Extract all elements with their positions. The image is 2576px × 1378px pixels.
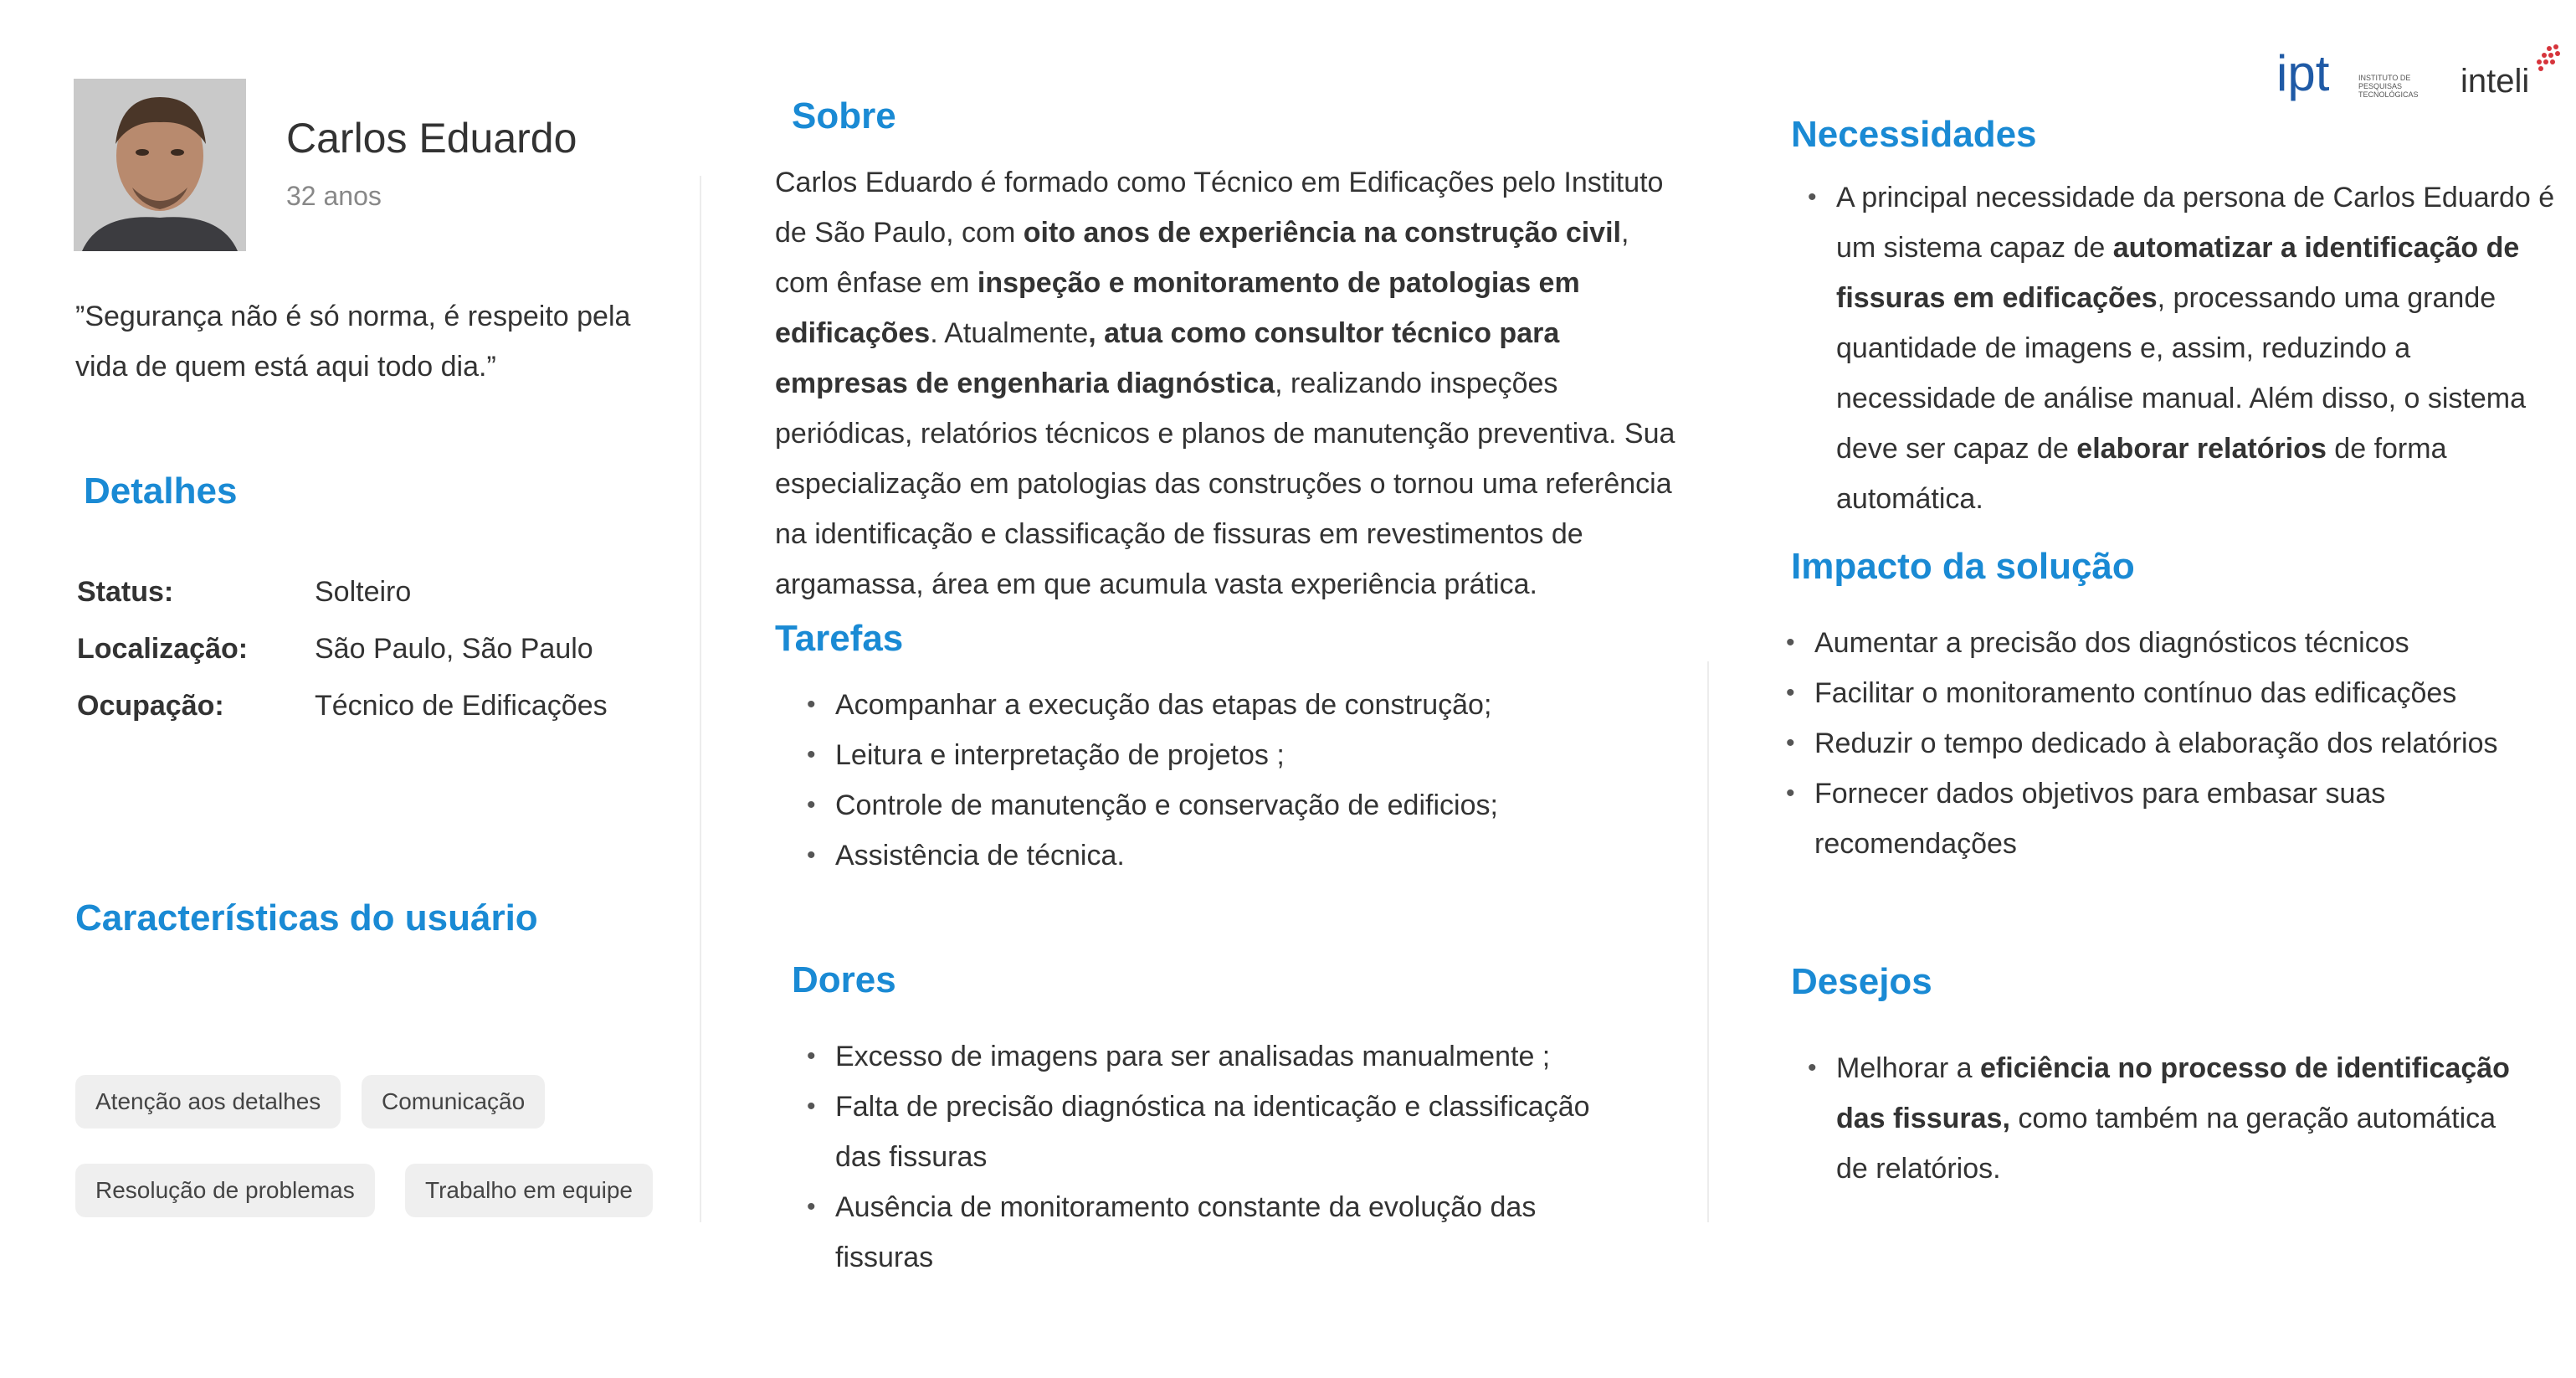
list-item: • Falta de precisão diagnóstica na identicação e classificação das fissuras [803,1082,1607,1182]
avatar [74,79,246,251]
persona-age: 32 anos [286,181,382,211]
needs-text-bold: elaborar relatórios [2076,433,2327,465]
details-value: Solteiro [315,576,412,608]
chip-communication: Comunicação [362,1075,545,1129]
tasks-list [803,680,1640,881]
details-heading: Detalhes [84,470,238,512]
list-item: • Excesso de imagens para ser analisadas manualmente ; [803,1031,1607,1082]
wishes-text-bold: eficiência no processo de identificação das fissuras, [1836,1052,2510,1134]
wishes-text-segment: Melhorar a [1836,1052,1980,1084]
list-item: • Ausência de monitoramento constante da evolução das fissuras [803,1182,1607,1283]
list-item [1804,1043,2524,1194]
details-label: Status: [77,576,174,608]
impact-list [1783,618,2502,869]
list-item: • Facilitar o monitoramento contínuo das edificações [1783,668,2502,718]
about-text-segment: . Atualmente [930,317,1089,349]
pains-list [803,1031,1607,1283]
about-text-bold: oito anos de experiência na construção civil [1023,217,1621,249]
characteristics-heading: Características do usuário [75,897,538,938]
chip-teamwork: Trabalho em equipe [405,1164,653,1217]
chip-problem-solving: Resolução de problemas [75,1164,375,1217]
about-text-bold: , atua como consultor técnico para empresas de engenharia diagnóstica [775,317,1560,399]
list-item: • Fornecer dados objetivos para embasar suas recomendações [1783,769,2502,869]
persona-quote: ”Segurança não é só norma, é respeito pela vida de quem está aqui todo dia.” [75,301,631,383]
needs-heading: Necessidades [1791,114,2037,155]
ipt-logo-subtext-2: PESQUISAS [2358,82,2403,90]
details-value: São Paulo, São Paulo [315,633,593,665]
wishes-list [1804,1043,2524,1194]
about-text-bold: inspeção e monitoramento de patologias em edificações [775,267,1580,349]
about-text-segment: , com ênfase em [775,217,1629,299]
inteli-logo-mark: inteli [2461,63,2530,100]
list-item: • Leitura e interpretação de projetos ; [803,730,1640,780]
persona-name: Carlos Eduardo [286,115,577,162]
details-label: Localização: [77,633,249,665]
ipt-logo-subtext-3: TECNOLÓGICAS [2358,90,2419,99]
list-item: • Controle de manutenção e conservação de edificios; [803,780,1640,830]
list-item: • Acompanhar a execução das etapas de construção; [803,680,1640,730]
chip-attention: Atenção aos detalhes [75,1075,341,1129]
needs-text-segment: A principal necessidade da persona de Carlos Eduardo é um sistema capaz de [1836,182,2555,264]
wishes-text-segment: como também na geração automática de relatórios. [1836,1103,2496,1185]
inteli-logo [2457,40,2566,104]
wishes-heading: Desejos [1791,961,1932,1002]
details-value: Técnico de Edificações [315,690,608,722]
about-text-segment: Carlos Eduardo é formado como Técnico em Edificações pelo Instituto de São Paulo, com [775,167,1664,249]
ipt-logo-subtext-1: INSTITUTO DE [2358,74,2411,82]
impact-heading: Impacto da solução [1791,546,2135,587]
pains-heading: Dores [792,959,896,1000]
needs-text-segment: de forma automática. [1836,433,2447,515]
ipt-logo-mark: ipt [2276,45,2330,101]
column-divider-right [1707,661,1709,1222]
list-item: • Reduzir o tempo dedicado à elaboração dos relatórios [1783,718,2502,769]
list-item: • Aumentar a precisão dos diagnósticos técnicos [1783,618,2502,668]
about-heading: Sobre [792,95,896,136]
list-item: • Assistência de técnica. [803,830,1640,881]
column-divider-left [700,176,701,1222]
list-item [1804,172,2558,524]
about-text [775,157,1687,609]
needs-list [1804,172,2558,524]
details-label: Ocupação: [77,690,224,722]
inteli-logo-dots [2537,44,2560,71]
needs-text-segment: , processando uma grande quantidade de imagens e, assim, reduzindo a necessidade de análise manual. Além disso, o sistema deve ser capaz de [1836,282,2527,465]
about-text-segment: , realizando inspeções periódicas, relatórios técnicos e planos de manutenção preventiva. Sua especialização em patologias das construções o tornou uma referência na identificação e classificação de fissuras em revestimentos de argamassa, área em que acumula vasta experiência prática. [775,368,1675,600]
tasks-heading: Tarefas [775,618,904,659]
needs-text-bold: automatizar a identificação de fissuras em edificações [1836,232,2520,314]
ipt-logo [2276,39,2419,109]
